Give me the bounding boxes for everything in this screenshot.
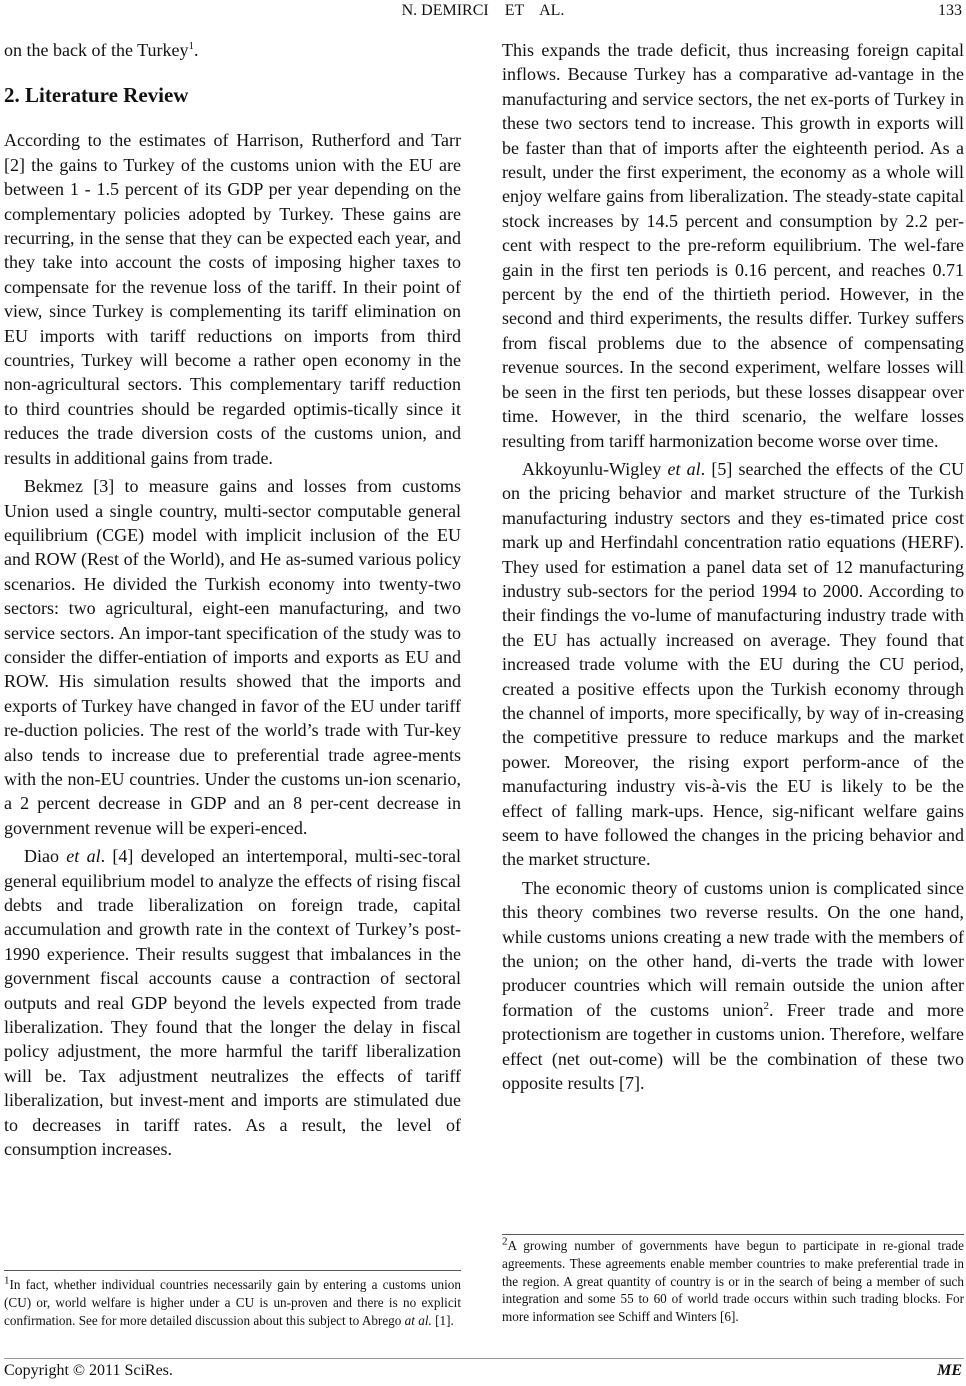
- footnote-ref-2: 2: [763, 999, 770, 1012]
- page-header: [0, 2, 966, 24]
- paragraph-akkoyunlu: [502, 457, 964, 872]
- footnote-divider-right: [502, 1234, 964, 1235]
- diao-start: Diao: [24, 846, 67, 867]
- paragraph-bekmez: Bekmez [3] to measure gains and losses from customs Union used a single country, multi-sector computable general equilibrium (CGE) model with implicit inclusion of the EU and ROW (Rest of the World), and He as-sumed various policy scenarios. He divided the Turkish economy into twenty-two sectors: two agricultural, eight-een manufacturing, and two service sectors. An impor-tant specification of the study was to consider the differ-entiation of imports and exports as EU and ROW. His simulation results showed that the imports and exports of Turkey have changed in favor of the EU under tariff re-duction policies. The rest of the world’s trade with Tur-key also tends to increase due to preferential trade agree-ments with the non-EU countries. Under the customs un-ion scenario, a 2 percent decrease in GDP and an 8 per-cent decrease in government revenue will be experi-enced.: [4, 476, 461, 838]
- right-column: [502, 38, 964, 1095]
- journal-abbrev: ME: [937, 1362, 962, 1379]
- paragraph-customs-theory: [502, 876, 964, 1096]
- left-column: [4, 38, 461, 1161]
- footnote-2-mark: 2: [502, 1235, 508, 1248]
- akkoyunlu-etal: et al: [667, 458, 701, 479]
- footnote-1: [4, 1276, 461, 1329]
- running-author: N. DEMIRCI ET AL.: [401, 2, 565, 19]
- akkoyunlu-rest: . [5] searched the effects of the CU on the pricing behavior and market structure of the Turkish manufacturing industry sectors and they es-timated price cost mark up and Herfindahl concentration ratio equations (HERF). They used for estimation a panel data set of 12 manufacturing industry sub-sectors for the period 1994 to 2000. According to their findings the vo-lume of manufacturing industry trade with the EU has actually increased on average. They found that increased trade volume with the EU during the CU period, created a positive effects upon the Turkish economy through the channel of imports, more specifically, by way of in-creasing the competitive pressure to reduce markups and the market power. Moreover, the rising export perform-ance of the manufacturing industry vis-à-vis the EU is likely to be the effect of falling mark-ups. Hence, sig-nificant welfare gains seem to have followed the changes in the pricing behavior and the market structure.: [502, 458, 965, 870]
- continued-paragraph: [4, 38, 461, 62]
- theory-rest: . Freer trade and more protectionism are together in customs union. Therefore, welfare effect (net out-come) will be the combination of these two opposite results [7].: [502, 999, 964, 1094]
- theory-start: The economic theory of customs union is complicated since this theory combines two reverse results. On the one hand, while customs unions creating a new trade with the members of the union; on the other hand, di-verts the trade with lower producer countries which will remain outside the union after formation of the customs union: [502, 877, 964, 1020]
- footnote-ref-1: 1: [188, 40, 194, 52]
- diao-etal: et al: [66, 846, 101, 867]
- copyright-notice: Copyright © 2011 SciRes.: [4, 1362, 173, 1379]
- footnote-divider-left: [4, 1270, 461, 1271]
- paragraph-diao-continued: This expands the trade deficit, thus increasing foreign capital inflows. Because Turkey has a comparative ad-vantage in the manufacturing and service sectors, the net ex-ports of Turkey in these two sectors tend to increase. This growth in exports will be faster than that of imports after the eighteenth period. As a result, under the first experiment, the economy as a whole will enjoy welfare gains from liberalization. The steady-state capital stock increases by 14.5 percent and consumption by 2.2 per-cent with respect to the pre-reform equilibrium. The wel-fare gain in the first ten periods is 0.16 percent, and reaches 0.71 percent by the end of the thirtieth period. However, in the second and third experiments, the results differ. Turkey suffers from fiscal problems due to the absence of compensating revenue sources. In the second experiment, welfare losses will be seen in the first ten periods, but these losses disappear over time. However, in the third scenario, the welfare losses resulting from tariff harmonization become worse over time.: [502, 40, 964, 451]
- footnote-1-mark: 1: [4, 1274, 10, 1287]
- akkoyunlu-start: Akkoyunlu-Wigley: [522, 458, 668, 479]
- footnote-1-etal: at al.: [404, 1312, 432, 1328]
- diao-rest: . [4] developed an intertemporal, multi-sec-toral general equilibrium model to analyze the effects of rising fiscal debts and trade liberalization on foreign trade, capital accumulation and growth rate in the context of Turkey’s post-1990 experience. Their results suggest that imbalances in the government fiscal accounts cause a contraction of sectoral outputs and real GDP beyond the levels expected from trade liberalization. They found that the longer the delay in fiscal policy adjustment, the more harmful the tariff liberalization will be. Tax adjustment neutralizes the effects of tariff liberalization, but invest-ment and imports are stimulated due to decreases in tariff rates. As a result, the level of consumption increases.: [4, 846, 461, 1160]
- section-heading: 2. Literature Review: [4, 83, 189, 108]
- continued-text: on the back of the Turkey: [4, 40, 189, 60]
- footnote-1-end: [1].: [431, 1312, 454, 1328]
- continued-end: .: [193, 40, 199, 60]
- paragraph-harrison: According to the estimates of Harrison, Rutherford and Tarr [2] the gains to Turkey of the customs union with the EU are between 1 - 1.5 percent of its GDP per year depending on the complementary policies adopted by Turkey. These gains are recurring, in the sense that they can be expected each year, and they take into account the costs of imposing higher taxes to compensate for the revenue loss of the tariff. In their point of view, since Turkey is complementing its tariff elimination on EU imports with tariff reductions on imports from third countries, Turkey will become a rather open economy in the non-agricultural sectors. This complementary tariff reduction to third countries should be regarded optimis-tically since it reduces the trade diversion costs of the customs union, and results in additional gains from trade.: [4, 130, 461, 468]
- footnote-2: [502, 1237, 964, 1326]
- footnote-1-text: In fact, whether individual countries necessarily gain by entering a customs union (CU) or, world welfare is higher under a CU is un-proven and there is no explicit confirmation. See for more detailed discussion about this subject to Abrego: [4, 1277, 461, 1328]
- footer-divider: [4, 1358, 964, 1359]
- page-footer: [0, 1362, 966, 1382]
- footnote-2-text: A growing number of governments have begun to participate in re-gional trade agreements. These agreements enable member countries to make preferential trade in the region. A great quantity of country is or in the search of being a member of such integration and some 55 to 60 of world trade occurs within such trading blocks. For more information see Schiff and Winters [6].: [502, 1238, 964, 1325]
- paragraph-diao: [4, 844, 461, 1161]
- page-number: 133: [938, 2, 962, 19]
